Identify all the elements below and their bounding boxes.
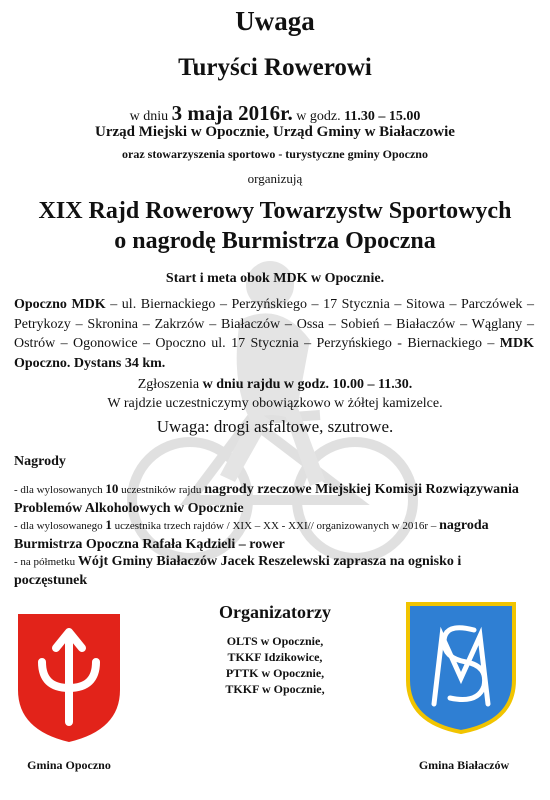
prize-count: 1 — [105, 517, 112, 532]
route-description — [14, 295, 534, 373]
rally-title-line2: o nagrodę Burmistrza Opoczna — [114, 228, 436, 254]
prize-text: uczestnika trzech rajdów / XIX – XX - XXI// organizowanych w 2016r – — [111, 520, 440, 532]
prize-highlight: nagroda Burmistrza Opoczna Rafała Kądzieli – rower — [14, 518, 489, 552]
prizes-heading: Nagrody — [14, 454, 66, 469]
prize-item — [14, 516, 534, 554]
registration-line — [0, 377, 550, 393]
opoczno-caption: Gmina Opoczno — [27, 758, 111, 772]
route-distance: Dystans 34 km. — [70, 355, 166, 371]
prize-highlight: nagrody rzeczowe Miejskiej Komisji Rozwiązywania Problemów Alkoholowych w Opocznie — [14, 482, 519, 516]
organizers-heading: Organizatorzy — [219, 602, 331, 622]
route-path: – ul. Biernackiego – Perzyńskiego – 17 Stycznia – Sitowa – Parczówek – Petrykozy – Skronina – Zakrzów – Białaczów – Ossa – Sobień – Białaczów – Wąglany – Ostrów – Ogonowice – Opoczno ul. 17 Stycznia – Perzyńskiego - Biernackiego – — [14, 297, 534, 351]
prize-text: - na półmetku — [14, 556, 78, 568]
organizer-item: TKKF Idzikowice, — [227, 650, 323, 664]
prize-highlight: Wójt Gminy Białaczów Jacek Reszelewski zaprasza na ognisko i poczęstunek — [14, 554, 462, 588]
date-prefix: w dniu — [129, 109, 169, 124]
route-end: MDK Opoczno. — [14, 336, 534, 371]
vest-notice: W rajdzie uczestniczymy obowiązkowo w żółtej kamizelce. — [107, 396, 443, 411]
bialaczow-caption: Gmina Białaczów — [418, 758, 510, 772]
registration-prefix: Zgłoszenia — [137, 377, 200, 392]
organize-line: organizują — [247, 171, 303, 186]
event-time: 11.30 – 15.00 — [344, 109, 421, 124]
bialaczow-crest-icon — [404, 600, 518, 736]
prize-item — [14, 552, 534, 590]
organizer-item: PTTK w Opocznie, — [225, 666, 325, 680]
route-start: Opoczno MDK — [14, 297, 106, 312]
event-date: 3 maja 2016r. — [171, 101, 293, 125]
time-prefix: w godz. — [296, 109, 341, 124]
prize-text: uczestników rajdu — [118, 484, 205, 496]
prize-text: - dla wylosowanego — [14, 520, 106, 532]
roads-notice: Uwaga: drogi asfaltowe, szutrowe. — [156, 417, 394, 436]
date-line — [0, 101, 550, 126]
prize-text: - dla wylosowanych — [14, 484, 106, 496]
organizer-item: TKKF w Opocznie, — [225, 682, 325, 696]
rally-title-line1: XIX Rajd Rowerowy Towarzystw Sportowych — [38, 198, 512, 224]
host-line: Urząd Miejski w Opocznie, Urząd Gminy w Białaczowie — [95, 124, 455, 140]
page-subtitle: Turyści Rowerowi — [178, 54, 372, 81]
organizers-list — [175, 633, 375, 697]
page-title: Uwaga — [235, 6, 315, 36]
registration-when: w dniu rajdu w godz. 10.00 – 11.30. — [199, 377, 413, 392]
organizer-item: OLTS w Opocznie, — [226, 634, 324, 648]
partners-line: oraz stowarzyszenia sportowo - turystyczne gminy Opoczno — [122, 147, 428, 161]
prize-item — [14, 480, 534, 518]
prize-count: 10 — [105, 481, 119, 496]
start-meta: Start i meta obok MDK w Opocznie. — [165, 271, 385, 286]
opoczno-crest-icon — [14, 610, 124, 745]
